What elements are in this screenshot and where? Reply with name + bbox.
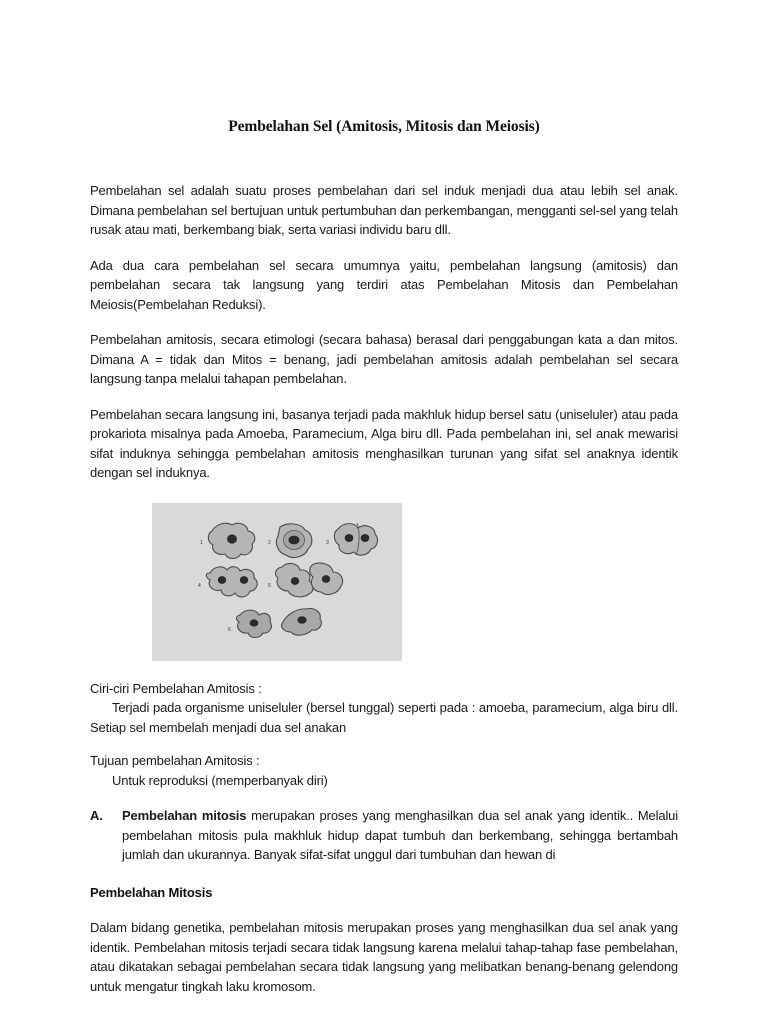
spacer (90, 790, 678, 806)
spacer (90, 865, 678, 883)
ciri-heading: Ciri-ciri Pembelahan Amitosis : (90, 680, 262, 696)
svg-text:2: 2 (268, 539, 271, 546)
svg-text:6: 6 (228, 626, 231, 633)
figure-image (152, 503, 402, 661)
figure-amitosis (90, 503, 678, 661)
spacer (90, 902, 678, 918)
spacer (90, 737, 678, 751)
page-title: Pembelahan Sel (Amitosis, Mitosis dan Meiosis) (228, 118, 540, 135)
spacer (90, 240, 678, 256)
spacer (90, 314, 678, 330)
list-marker-a: A. (90, 808, 103, 823)
paragraph-genetics: Dalam bidang genetika, pembelahan mitosis merupakan proses yang menghasilkan dua sel anak yang identik. Pembelahan mitosis terjadi secara tidak langsung karena melalui tahap-tahap fase pembelahan, atau dikatakan sebagai pembelahan secara tidak langsung yang melibatkan benang-benang gelendong untuk mengatur tingkah laku kromosom. (90, 920, 678, 994)
document-content (90, 118, 678, 996)
svg-text:4: 4 (198, 582, 201, 589)
paragraph-direct-division: Pembelahan secara langsung ini, basanya terjadi pada makhluk hidup bersel satu (uniseluler) atau pada prokariota misalnya pada Amoeba, Paramecium, Alga biru dll. Pada pembelahan ini, sel anak mewarisi sifat induknya sehingga pembelahan amitosis menghasilkan turunan yang sifat sel anaknya identik dengan sel induknya. (90, 406, 678, 480)
svg-text:1: 1 (200, 539, 203, 546)
list-item-bold-lead: Pembelahan mitosis (122, 808, 247, 823)
spacer-after-title (90, 136, 678, 181)
paragraph-two-ways: Ada dua cara pembelahan sel secara umumnya yaitu, pembelahan langsung (amitosis) dan pembelahan secara tak langsung yang terdiri atas Pembelahan Mitosis dan Pembelahan Meiosis(Pembelahan Reduksi). (90, 257, 678, 312)
svg-text:3: 3 (326, 539, 329, 546)
spacer-before-figure (90, 483, 678, 503)
paragraph-etymology: Pembelahan amitosis, secara etimologi (secara bahasa) berasal dari penggabungan kata a dan mitos. Dimana A = tidak dan Mitos = benang, jadi pembelahan amitosis adalah pembelahan sel secara langsung tanpa melalui tahapan pembelahan. (90, 332, 678, 386)
tujuan-heading: Tujuan pembelahan Amitosis : (90, 753, 260, 768)
tujuan-body: Untuk reproduksi (memperbanyak diri) (112, 772, 328, 788)
paragraph-intro: Pembelahan sel adalah suatu proses pembelahan dari sel induk menjadi dua atau lebih sel anak. Dimana pembelahan sel bertujuan untuk pertumbuhan dan perkembangan, mengganti sel-sel yang telah rusak atau mati, berkembang biak, serta variasi individu baru dll. (90, 183, 678, 237)
list-item (90, 806, 678, 865)
svg-text:5: 5 (268, 582, 271, 589)
ciri-body: Terjadi pada organisme uniseluler (bersel tunggal) seperti pada : amoeba, paramecium, alga biru dll. Setiap sel membelah menjadi dua sel anakan (90, 700, 678, 735)
section-heading-pembelahan-mitosis: Pembelahan Mitosis (90, 884, 213, 900)
spacer (90, 389, 678, 405)
list-item-rest: merupakan proses yang menghasilkan dua sel anak yang identik.. Melalui pembelahan mitosis pula makhluk hidup dapat tumbuh dan berkembang, sehingga bertambah jumlah dan ukurannya. Banyak sifat-sifat unggul dari tumbuhan dan hewan di (122, 808, 679, 862)
spacer-after-figure (90, 661, 678, 679)
amoeba-division-illustration (152, 503, 402, 661)
